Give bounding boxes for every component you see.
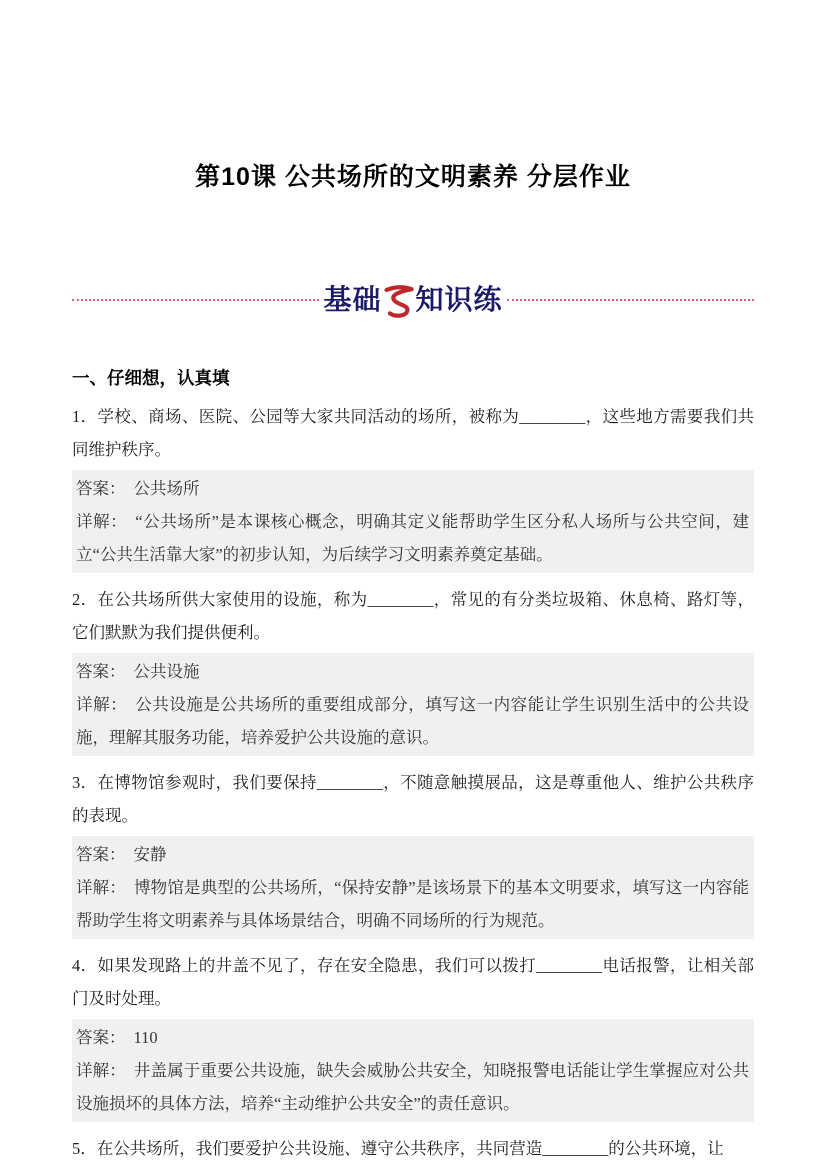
answer-line-3 — [76, 838, 749, 871]
explanation-value: 博物馆是典型的公共场所，“保持安静”是该场景下的基本文明要求，填写这一内容能帮助学生将文明素养与具体场景结合，明确不同场所的行为规范。 — [76, 878, 749, 930]
explanation-label: 详解： — [76, 512, 128, 531]
answer-block-3 — [72, 836, 754, 939]
question-3-text: 3．在博物馆参观时，我们要保持________，不随意触摸展品，这是尊重他人、维护公共秩序的表现。 — [72, 773, 754, 825]
question-2-text: 2．在公共场所供大家使用的设施，称为________，常见的有分类垃圾箱、休息椅、路灯等，它们默默为我们提供便利。 — [72, 590, 754, 642]
answer-line-1 — [76, 472, 749, 505]
answer-block-2 — [72, 653, 754, 756]
answer-line-4 — [76, 1021, 749, 1054]
explanation-label: 详解： — [76, 1061, 126, 1080]
explanation-label: 详解： — [76, 878, 127, 897]
explanation-line-2 — [76, 688, 749, 754]
answer-value: 110 — [133, 1028, 158, 1047]
explanation-line-4 — [76, 1054, 749, 1120]
answer-block-4 — [72, 1019, 754, 1122]
section-divider — [72, 278, 754, 322]
answer-label: 答案： — [76, 845, 126, 864]
badge-text-right: 知识练 — [415, 284, 503, 315]
page-title: 第10课 公共场所的文明素养 分层作业 — [195, 163, 631, 191]
divider-dotted-line-left — [72, 299, 319, 301]
red-swirl-icon — [384, 280, 414, 320]
explanation-label: 详解： — [76, 695, 128, 714]
divider-badge — [319, 280, 506, 320]
answer-line-2 — [76, 655, 749, 688]
question-1-text: 1．学校、商场、医院、公园等大家共同活动的场所，被称为________，这些地方需要我们共同维护秩序。 — [72, 407, 754, 459]
page-content — [72, 0, 754, 1169]
answer-value: 公共设施 — [133, 662, 200, 681]
divider-dotted-line-right — [507, 299, 754, 301]
explanation-value: 井盖属于重要公共设施，缺失会威胁公共安全，知晓报警电话能让学生掌握应对公共设施损坏的具体方法，培养“主动维护公共安全”的责任意识。 — [76, 1061, 750, 1113]
answer-value: 公共场所 — [133, 479, 200, 498]
explanation-line-1 — [76, 505, 749, 571]
question-4-text: 4．如果发现路上的井盖不见了，存在安全隐患，我们可以拨打________电话报警，让相关部门及时处理。 — [72, 956, 754, 1008]
question-5-text: 5．在公共场所，我们要爱护公共设施、遵守公共秩序，共同营造________的公共环境，让 — [72, 1139, 724, 1158]
answer-label: 答案： — [76, 662, 126, 681]
badge-text-left: 基础 — [323, 284, 382, 315]
explanation-value: 公共设施是公共场所的重要组成部分，填写这一内容能让学生识别生活中的公共设施，理解其服务功能，培养爱护公共设施的意识。 — [76, 695, 750, 747]
answer-value: 安静 — [133, 845, 167, 864]
answer-label: 答案： — [76, 479, 126, 498]
answer-label: 答案： — [76, 1028, 126, 1047]
explanation-line-3 — [76, 871, 749, 937]
answer-block-1 — [72, 470, 754, 573]
section-heading: 一、仔细想，认真填 — [72, 368, 230, 388]
explanation-value: “公共场所”是本课核心概念，明确其定义能帮助学生区分私人场所与公共空间，建立“公共生活靠大家”的初步认知，为后续学习文明素养奠定基础。 — [76, 512, 749, 564]
